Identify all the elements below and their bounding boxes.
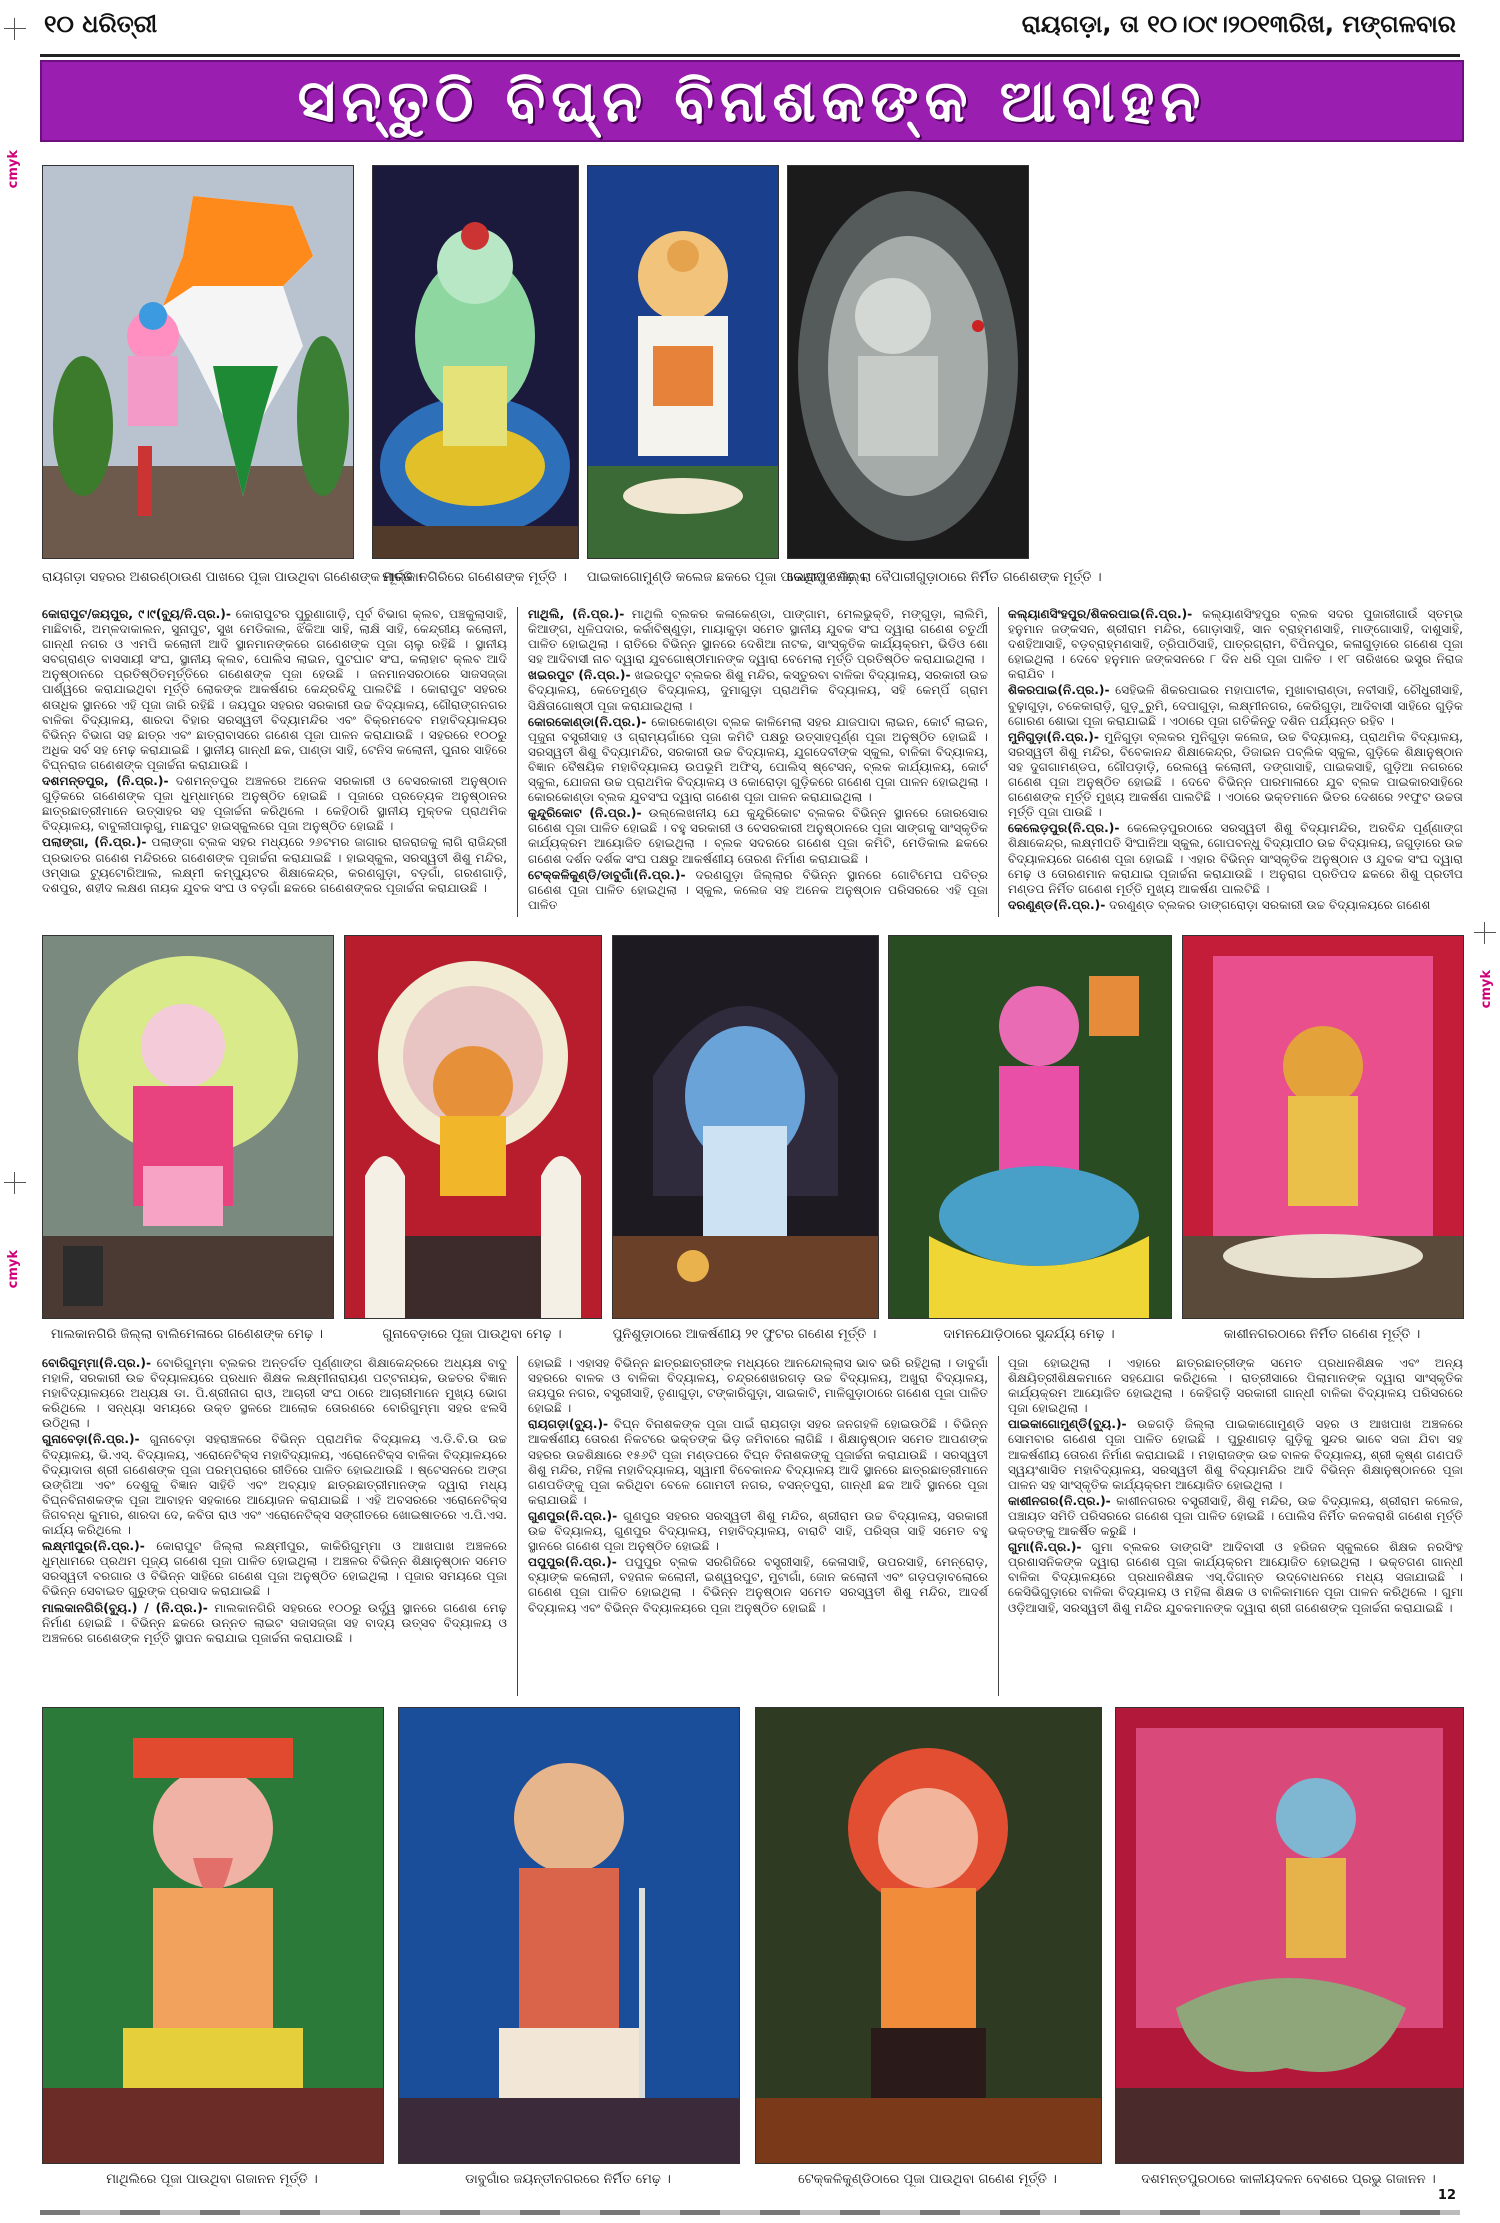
- article-text: କେଲେଡ଼ପୁରଠାରେ ସରସ୍ୱତୀ ଶିଶୁ ବିଦ୍ୟାମନ୍ଦିର, ଅରବିନ୍ଦ ପୂର୍ଣ୍ଣାଙ୍ଗ ଶିକ୍ଷାକେନ୍ଦ୍ର, ଲକ୍ଷ୍ମୀପତି ସିଂଘାନିଆ ସ୍କୁଲ, ଗୋପବନ୍ଧୁ ବିଦ୍ୟାପୀଠ ଉଚ୍ଚ ବିଦ୍ୟାଳୟ, ଜଗୁଡ଼ାରେ ଉଚ୍ଚ ବିଦ୍ୟାଳୟରେ ଗଣେଶ ପୂଜା ହୋଇଛି । ଏହାର ବିଭିନ୍ନ ସାଂସ୍କୃତିକ ଅନୁଷ୍ଠାନ ଓ ଯୁବକ ସଂଘ ଦ୍ୱାରା ମେଢ଼ ଓ ତୋରଣମାନ କରାଯାଇ ପୂଜାର୍ଚ୍ଚନା କରାଯାଉଛି । ଅନୁରାଗ ପ୍ରତିପଦ ଛକରେ ଶିଶୁ ପ୍ରତୀପ ମଣ୍ଡପ ନିର୍ମିତ ଗଣେଶ ମୂର୍ତ୍ତି ମୁଖ୍ୟ ଆକର୍ଷଣ ପାଲଟିଛି ।: [1008, 821, 1463, 896]
- column-rule: [998, 1356, 999, 1696]
- dateline-lead: ଦଶମନ୍ତପୁର, (ନି.ପ୍ର.)-: [42, 774, 169, 789]
- article-text: କଲ୍ୟାଣସିଂହପୁର ବ୍ଲକ ସଦର ପୁଜାରୀଗାଉଁ ସ୍ତମ୍ଭ ହନୁମାନ ଜଙ୍କସନ, ଶ୍ରୀରାମ ମନ୍ଦିର, ଗୋଡ଼ାସାହି, ସାନ ବ୍ରାହ୍ମଣସାହି, ମାଙ୍ଗୋସାହି, ଦାଶୁସାହି, ଦଶହିଆସାହି, ବଡ଼ବ୍ରାହ୍ମଣସାହି, ତ୍ରିପାଠିସାହି, ପାତ୍ରଗ୍ରାମ, ବିପିନପୁର, କଳାଗୁଡ଼ାରେ ଗଣେଶ ପୂଜା ହୋଇଥିଲା । ଦେବେ ହନୁମାନ ଜଙ୍କସନରେ ୮ ଦିନ ଧରି ପୂଜା ପାଳିତ । ୧୮ ତାରିଖରେ ଭସ୍ତ୍ର ନିରାଜ କରାଯିବ ।: [1008, 607, 1464, 682]
- article-paragraph: [528, 1356, 988, 1416]
- column-rule: [517, 1356, 518, 1696]
- article-paragraph: [1008, 607, 1463, 682]
- photo-ganesha-damanjodi: [888, 935, 1172, 1319]
- article-text: ମାଲକାନଗିରି ସହରରେ ୧୦୦ରୁ ଉର୍ଦ୍ଧ୍ୱ ସ୍ଥାନରେ ଗଣେଶ ମେଢ଼ ନିର୍ମାଣ ହୋଇଛି । ବିଭିନ୍ନ ଛକରେ ଉନ୍ନତ ଲାଇଟ ସଜାସଜ୍ଜା ସହ ବାଦ୍ୟ ଉତ୍ସବ ବିଦ୍ୟାଳୟ ଓ ଅଞ୍ଚଳରେ ଗଣେଶଙ୍କ ମୂର୍ତ୍ତି ସ୍ଥାପନ କରାଯାଇ ପୂଜାର୍ଚ୍ଚନା କରାଯାଉଛି ।: [42, 1600, 507, 1645]
- cmyk-mark-left-top: cmyk: [6, 150, 21, 189]
- photo-ganesha-malkangiri: [372, 165, 579, 559]
- article-paragraph: [1008, 821, 1463, 896]
- dateline-lead: ମୁନିଗୁଡ଼ା(ନି.ପ୍ର.)-: [1008, 729, 1099, 744]
- dateline-lead: ଲକ୍ଷ୍ମୀପୁର(ନି.ପ୍ର.)-: [42, 1539, 145, 1554]
- caption-r1-1: ରାୟଗଡ଼ା ସହରର ଅଶରଣ୍ଠାଉଣ ପାଖରେ ପୂଜା ପାଉଥିବା ଗଣେଶଙ୍କ ମୂର୍ତ୍ତି ।: [42, 570, 423, 585]
- dateline-lead: ମାଥିଲି, (ନି.ପ୍ର.)-: [528, 607, 625, 621]
- caption-r2-5: କାଶୀନଗରଠାରେ ନିର୍ମିତ ଗଣେଶ ମୂର୍ତ୍ତି ।: [1223, 1327, 1421, 1342]
- caption-r2-1: ମାଲକାନଗିରି ଜିଲ୍ଲା ବାଲିମେଳାରେ ଗଣେଶଙ୍କ ମେଢ଼ ।: [50, 1327, 324, 1342]
- caption-r2-4: ଦାମନଯୋଡ଼ିଠାରେ ସୁନ୍ଦର୍ଯ୍ୟ ମେଢ଼ ।: [943, 1327, 1115, 1342]
- article-paragraph: [528, 607, 988, 667]
- photo-ganesha-jayantinagar: [398, 1707, 740, 2164]
- article-text: ହୋଇଛି । ଏହାସହ ବିଭିନ୍ନ ଛାତ୍ରଛାତ୍ରୀଙ୍କ ମଧ୍ୟରେ ଆନନ୍ଦୋଲ୍ଲାସ ଭାବ ଭରି ରହିଥିଲା । ଡାବୁଗାଁ ସହରରେ ବାଳକ ଓ ବାଳିକା ବିଦ୍ୟାଳୟ, ଚନ୍ଦ୍ରଶେଖରଗଡ଼ ଉଚ୍ଚ ବିଦ୍ୟାଳୟ, ଅଖୁରା ବିଦ୍ୟାଳୟ, ଜୟପୁର ନଗର, ବସ୍ତ୍ରୀସାହି, ତୃଣାଗୁଡ଼ା, ଟଙ୍କାରିଗୁଡ଼ା, ସାଇକାଟି, ମାଳିଗୁଡ଼ାଠାରେ ଗଣେଶ ପୂଜା ପାଳିତ ହୋଇଛି ।: [528, 1356, 988, 1416]
- article-text: ମୁନିଗୁଡ଼ା ବ୍ଲକର ମୁନିଗୁଡ଼ା କଲେଜ, ଉଚ୍ଚ ବିଦ୍ୟାଳୟ, ପ୍ରାଥମିକ ବିଦ୍ୟାଳୟ, ସରସ୍ୱତୀ ଶିଶୁ ମନ୍ଦିର, ବିବେକାନନ୍ଦ ଶିକ୍ଷାକେନ୍ଦ୍ର, ଡିଜାଇନ ପବ୍ଲିକ ସ୍କୁଲ, ଗୁଡ଼ିକେ ଶିକ୍ଷାନୁଷ୍ଠାନ ସହ ଦୁଗଗାମଣ୍ଡପ, ଗୌପଡ଼ାଡ଼ି, ରେଲୱେ କଲୋନୀ, ଡଙ୍ଗାସାହି, ପାଇକସାହି, ଗୁଡ଼ିଆ ନଗରରେ ଗଣେଶ ପୂଜା ଅନୁଷ୍ଠିତ ହୋଇଛି । ଦେବେ ବିଭିନ୍ନ ପାରମାଳାରେ ଯୁବ ବ୍ଲକ ପାଇକାରସାହିରେ ଗଣେଶଙ୍କ ମୂର୍ତ୍ତି ମୁଖ୍ୟ ଆକର୍ଷଣ ପାଲଟିଛି । ଏଠାରେ ଭକ୍ତମାନେ ଭିତର ଦେଶରେ ୨୧ଫୁଟ ଉଚ୍ଚତା ମୂର୍ତ୍ତି ପୂଜା ପାଉଛି ।: [1008, 729, 1463, 820]
- article-text: ବିଘ୍ନ ବିନାଶକଙ୍କ ପୂଜା ପାଇଁ ରାୟଗଡ଼ା ସହର ଜନଗହଳି ହୋଇଉଠିଛି । ବିଭିନ୍ନ ଆକର୍ଷଣୀୟ ତୋରଣ ନିକଟରେ ଭକ୍ତଙ୍କ ଭିଡ଼ ଜମିବାରେ ଲାଗିଛି । ଶିକ୍ଷାନୁଷ୍ଠାନ ସମେତ ଆପଣଙ୍କ ସହରର ଉଚ୍ଚଶିକ୍ଷାରେ ୧୫୬ଟି ପୂଜା ମଣ୍ଡପରେ ବିଘ୍ନ ବିନାଶକଙ୍କୁ ପୂଜାର୍ଚ୍ଚନା କରାଯାଉଛି । ସରସ୍ୱତୀ ଶିଶୁ ମନ୍ଦିର, ମହିଳା ମହାବିଦ୍ୟାଳୟ, ସ୍ୱାମୀ ବିବେକାନନ୍ଦ ବିଦ୍ୟାଳୟ ଆଦି ସ୍ଥାନରେ ଛାତ୍ରଛାତ୍ରୀମାନେ ଗଣପତିଙ୍କୁ ପୂଜା କରିଥିବା ବେଳେ ଗୋମତୀ ନଗର, ବସନ୍ତପୁରା, ଗାନ୍ଧୀ ଛକ ଆଦି ସ୍ଥାନରେ ପୂଜା କରାଯାଉଛି ।: [528, 1417, 989, 1507]
- dateline-lead: କେଲେଡ଼ପୁର(ନି.ପ୍ର.)-: [1008, 821, 1120, 836]
- article-text: ପଲାଙ୍ଗା ବ୍ଲକ ସହର ମଧ୍ୟରେ ୨୬ଟମର ଜାଗାର ରାଜରାଜକୁ ଲାଗି ରାଜିନ୍ଦ୍ରୀ ପ୍ରଭାତର ଗଣେଶ ମନ୍ଦିରରେ ଗଣେଶଙ୍କ ପୂଜାର୍ଚ୍ଚନା କରାଯାଇଛି । ହାଇସ୍କୁଲ, ସରସ୍ୱତୀ ଶିଶୁ ମନ୍ଦିର, ଓମ୍‌ସାଇ ଟ୍ୟୁଟୋରିଆଲ, ଲକ୍ଷ୍ମୀ କମ୍ପ୍ୟୁଟର ଶିକ୍ଷାକେନ୍ଦ୍ର, କରଣଗୁଡ଼ା, ବଡ଼ଗାଁ, ଗରଣଗାଡ଼ି, ଦଶପୁର, ଶହୀଦ ଲକ୍ଷଣ ନାୟକ ଯୁବକ ସଂଘ ଓ ବଡ଼ଗାଁ ଛକରେ ଗଣେଶଙ୍କର ପୂଜାର୍ଚ୍ଚନା କରାଯାଉଛି ।: [42, 835, 507, 895]
- cmyk-mark-left-bottom: cmyk: [6, 1250, 21, 1289]
- article-text: ଉଚ୍ଚଗଡ଼ି ଜିଲ୍ଲା ପାଇକାଗୋମୁଣ୍ଡି ସହର ଓ ଆଖପାଖ ଅଞ୍ଚଳରେ ସୋମବାର ଗଣେଶ ପୂଜା ପାଳିତ ହୋଇଛି । ପୁରୁଣାଗଡ଼ ଗୁଡ଼ିକୁ ସୁନ୍ଦର ଭାବେ ସଜା ଯିବା ସହ ଆକର୍ଷଣୀୟ ତୋରଣ ନିର୍ମାଣ କରାଯାଇଛି । ମହାରାଜଙ୍କ ଉଚ୍ଚ ବାଳକ ବିଦ୍ୟାଳୟ, ଶ୍ରୀ କୃଷ୍ଣ ଗଣପତି ସ୍ୱୟଂଶାସିତ ମହାବିଦ୍ୟାଳୟ, ସରସ୍ୱତୀ ଶିଶୁ ବିଦ୍ୟାମନ୍ଦିର ଆଦି ବିଭିନ୍ନ ଶିକ୍ଷାନୁଷ୍ଠାନରେ ପୂଜା ପାଳନ ସହ ସାଂସ୍କୃତିକ କାର୍ଯ୍ୟକ୍ରମ ଆୟୋଜିତ ହୋଇଥିଲା ।: [1008, 1417, 1463, 1492]
- article-paragraph: [42, 835, 507, 895]
- article-paragraph: [42, 607, 507, 773]
- article-column-b2c3: [1008, 1356, 1463, 1696]
- photo-ganesha-balimela: [42, 935, 334, 1319]
- article-paragraph: [42, 1601, 507, 1646]
- article-text: ଦରଣଗୁଡ଼ା ଜିଲ୍ଲାର ବିଭିନ୍ନ ସ୍ଥାନରେ ଗୋଟିମେଘ ପବିତ୍ର ଗଣେଶ ପୂଜା ପାଳିତ ହୋଇଥିଲା । ସ୍କୁଲ, କଲେଜ ସହ ଅନେକ ଅନୁଷ୍ଠାନ ପରିସରରେ ଏହି ପୂଜା ପାଳିତ: [528, 867, 988, 912]
- caption-r1-3: ପାଇକାଗୋମୁଣ୍ଡି କଲେଜ ଛକରେ ପୂଜା ପାଉଥିବା ମେଢ଼ ।: [587, 570, 865, 585]
- article-text: ଗୁଣପୁର ସହରର ସରସ୍ୱତୀ ଶିଶୁ ମନ୍ଦିର, ଶ୍ରୀରାମ ଉଚ୍ଚ ବିଦ୍ୟାଳୟ, ସରକାରୀ ଉଚ୍ଚ ବିଦ୍ୟାଳୟ, ଗୁଣପୁର ବିଦ୍ୟାଳୟ, ମହାବିଦ୍ୟାଳୟ, ବାରାଟି ସାହି, ପରିସ୍ତା ସାହି ସମେତ ବହୁ ସ୍ଥାନରେ ଗଣେଶ ପୂଜା ଅନୁଷ୍ଠିତ ହୋଇଛି ।: [528, 1508, 989, 1554]
- article-paragraph: [1008, 1356, 1463, 1416]
- article-paragraph: [528, 1555, 988, 1615]
- dateline-lead: ଖଇରପୁଟ (ନି.ପ୍ର.)-: [528, 668, 631, 683]
- caption-r3-4: ଦଶମନ୍ତପୁରଠାରେ କାଳୀୟଦଳନ ବେଶରେ ପ୍ରଭୁ ଗଜାନନ ।: [1141, 2172, 1436, 2187]
- footer-bar: [40, 2210, 1460, 2215]
- dateline-lead: କଲ୍ୟାଣସିଂହପୁର/ଶିକରପାଇ(ନି.ପ୍ର.)-: [1008, 607, 1193, 621]
- dateline-lead: ରାୟଗଡ଼ା(ବ୍ୟୁ.)-: [528, 1417, 609, 1432]
- article-paragraph: [528, 715, 988, 806]
- registration-crosshair: [1474, 922, 1496, 944]
- dateline-lead: କୋରାପୁଟ/ଜୟପୁର, ୯।୯(ବ୍ୟୁ/ନି.ପ୍ର.)-: [42, 607, 231, 621]
- article-text: ବୋରିଗୁମ୍ମା ବ୍ଲକର ଅନ୍ତର୍ଗତ ପୂର୍ଣ୍ଣାଙ୍ଗ ଶିକ୍ଷାକେନ୍ଦ୍ରରେ ଅଧ୍ୟକ୍ଷ ବାବୁ ମହାଳି, ସରକାରୀ ଉଚ୍ଚ ବିଦ୍ୟାଳୟରେ ପ୍ରଧାନ ଶିକ୍ଷକ ଲକ୍ଷ୍ମୀନାରାୟଣ ପଟ୍ଟନାୟକ, ଉଚ୍ଚତର ବିଜ୍ଞାନ ମହାବିଦ୍ୟାଳୟରେ ଅଧ୍ୟକ୍ଷ ଡା. ପି.ଶ୍ରୀନାଗ ରାଓ, ଆଚାରୀ ସଂଘ ଠାରେ ଆଚାରୀମାନେ ମୁଖ୍ୟ ଭୋଗ କରିଥିଲେ । ସନ୍ଧ୍ୟା ସମୟରେ ଉକ୍ତ ସ୍ଥଳରେ ଆଲୋକ ତୋରଣରେ ବୋରିଗୁମ୍ମା ସହର ଝଲସି ଉଠିଥିଲା ।: [42, 1356, 507, 1431]
- article-text: ଗୁମା ବ୍ଲକର ଡାଙ୍ଗସିଂ ଆଦିବାସୀ ଓ ହରିଜନ ସ୍କୁଲରେ ଶିକ୍ଷକ ନରସିଂହ ପ୍ରଶାସନିକଙ୍କ ଦ୍ୱାରା ଗଣେଶ ପୂଜା କାର୍ଯ୍ୟକ୍ରମ ଆୟୋଜିତ ହୋଇଥିଲା । ଭକ୍ତଗଣ ଗାନ୍ଧୀ ବାଳିକା ବିଦ୍ୟାଳୟରେ ପ୍ରଧାନଶିକ୍ଷକ ଏସ୍.ଦିଗାନ୍ତ ଉଦ୍ବୋଧନରେ ମଧ୍ୟ ସଜାଯାଇଛି । କେସିଭିଗୁଡ଼ାରେ ବାଳିକା ବିଦ୍ୟାଳୟ ଓ ମହିଳା ଶିକ୍ଷକ ଓ ବାଳିକାମାନେ ପୂଜା ପାଳନ କରିଥିଲେ । ଗୁମା ଓଡ଼ିଆସାହି, ସରସ୍ୱତୀ ଶିଶୁ ମନ୍ଦିର ଯୁବକମାନଙ୍କ ଦ୍ୱାରା ଶ୍ରୀ ଗଣେଶଙ୍କ ପୂଜାର୍ଚ୍ଚନା କରାଯାଇଛି ।: [1008, 1540, 1463, 1615]
- headline: ସନ୍ତୁଠି ବିଘ୍ନ ବିନାଶକଙ୍କ ଆବାହନ: [297, 66, 1207, 135]
- dateline-lead: କୁନ୍ଦୁରିକୋଟ (ନି.ପ୍ର.)-: [528, 806, 642, 821]
- photo-ganesha-tekkalikundi: [755, 1707, 1102, 2164]
- article-paragraph: [528, 806, 988, 866]
- caption-r3-3: ଟେକ୍କଳିକୁଣ୍ଡିଠାରେ ପୂଜା ପାଉଥିବା ଗଣେଶ ମୂର୍ତ୍ତି ।: [798, 2172, 1057, 2187]
- article-text: ଦଶମନ୍ତପୁର ଅଞ୍ଚଳରେ ଅନେକ ସରକାରୀ ଓ ବେସରକାରୀ ଅନୁଷ୍ଠାନ ଗୁଡ଼ିକରେ ଗଣେଶଙ୍କ ପୂଜା ଧୁମ୍‌ଧାମ୍‌ରେ ଅନୁଷ୍ଠିତ ହୋଇଛି । ପୂଜାରେ ପ୍ରତ୍ୟେକ ଅନୁଷ୍ଠାନର ଛାତ୍ରଛାତ୍ରୀମାନେ ଉତ୍ସାହର ସହ ପୂଜାର୍ଚ୍ଚନା କରିଥିଲେ । କେହିଠାରି ସ୍ଥାନୀୟ ମୁକ୍ତକ ପ୍ରାଥମିକ ବିଦ୍ୟାଳୟ, ବାବୁଲୀପାଲୁଗୁ, ମାଛପୁଟ ହାଇସ୍କୁଲରେ ପୂଜା ଅନୁଷ୍ଠିତ ହୋଇଛି ।: [42, 774, 508, 834]
- article-paragraph: [528, 1417, 988, 1508]
- article-column-b1c3: [1008, 607, 1463, 917]
- article-paragraph: [42, 1432, 507, 1538]
- article-text: କାଶୀନଗରର ବସ୍ତ୍ରୀସାହି, ଶିଶୁ ମନ୍ଦିର, ଉଚ୍ଚ ବିଦ୍ୟାଳୟ, ଶ୍ରୀରାମ କଲେଜ, ପଞ୍ଚାୟତ ସମିତି ପରିସରରେ ଗଣେଶ ପୂଜା ପାଳିତ ହୋଇଛି । ପୋଲିସ ନିର୍ମିତ କନକରାଶି ଗଣେଶ ମୂର୍ତ୍ତି ଭକ୍ତଙ୍କୁ ଆକର୍ଷିତ କରୁଛି ।: [1008, 1493, 1463, 1539]
- article-paragraph: [528, 1509, 988, 1554]
- dateline-lead: ବୋରିଗୁମ୍ମା(ନି.ପ୍ର.)-: [42, 1356, 152, 1370]
- article-paragraph: [528, 868, 988, 913]
- dateline-lead: କୋରକୋଣ୍ଡା(ନି.ପ୍ର.)-: [528, 714, 647, 729]
- caption-r3-2: ଡାବୁଗାଁର ଜୟନ୍ତୀନଗରରେ ନିର୍ମିତ ମେଢ଼ ।: [465, 2172, 671, 2187]
- header-rule: [40, 54, 1460, 57]
- registration-crosshair: [4, 1172, 26, 1194]
- cmyk-mark-right: cmyk: [1479, 970, 1494, 1009]
- article-text: କୋରାପୁଟ ଜିଲ୍ଲା ଲକ୍ଷ୍ମୀପୁର, କାକିରିଗୁମ୍ମା ଓ ଆଖପାଖ ଅଞ୍ଚଳରେ ଧୁମ୍‌ଧାମରେ ପ୍ରଥମ ପୂଜ୍ୟ ଗଣେଶ ପୂଜା ପାଳିତ ହୋଇଥିଲା । ଅଞ୍ଚଳର ବିଭିନ୍ନ ଶିକ୍ଷାନୁଷ୍ଠାନ ସମେତ ସରସ୍ୱତୀ ବରଗାର ଓ ବିଭିନ୍ନ ସାହିରେ ଗଣେଶ ପୂଜା ଅନୁଷ୍ଠିତ ହୋଇଥିଲା । ପୂଜାର ସମୟରେ ପୂଜା ବିଭିନ୍ନ ସେବାଇତ ଗୁରୁଙ୍କ ପ୍ରସାଦ କରାଯାଇଛି ।: [42, 1539, 507, 1599]
- dateline-lead: ମାଲକାନଗିରି(ବ୍ୟୁ.) / (ନି.ପ୍ର.)-: [42, 1600, 208, 1615]
- article-text: ଉଲ୍ଲେଖନୀୟ ଯେ କୁନ୍ଦୁରିକୋଟ ବ୍ଲକର ବିଭିନ୍ନ ସ୍ଥାନରେ ଜୋରସୋର ଗଣେଶ ପୂଜା ପାଳିତ ହୋଇଛି । ବହୁ ସରକାରୀ ଓ ବେସରକାରୀ ଅନୁଷ୍ଠାନରେ ପୂଜା ସାଙ୍ଗକୁ ସାଂସ୍କୃତିକ କାର୍ଯ୍ୟକ୍ରମ ଆୟୋଜିତ ହୋଇଥିଲା । ବ୍ଲକ ସଦରରେ ଗଣେଶ ପୂଜା କମିଟି, ମେଡିକାଲ ଛକରେ ଗଣେଶ ଦର୍ଶନ ଦର୍ଶକ ସଂଘ ପକ୍ଷରୁ ଆକର୍ଷଣୀୟ ତୋରଣ ନିର୍ମାଣ କରାଯାଇଛି ।: [528, 806, 988, 866]
- caption-r2-2: ଗୁନାବେଡ଼ାରେ ପୂଜା ପାଉଥିବା ମେଢ଼ ।: [382, 1327, 562, 1342]
- headline-banner: [40, 60, 1464, 142]
- article-column-b1c2: [528, 607, 988, 917]
- article-paragraph: [1008, 898, 1463, 913]
- article-column-b2c1: [42, 1356, 507, 1696]
- article-text: ମାଥିଲି ବ୍ଲକର କଳାକେଣ୍ଡା, ପାଙ୍ଗାମ, ମେଲଭୁକ୍ତି, ମଙ୍ଗୁଡ଼ା, ଲାଲିମି, କିଆଙ୍ଗ, ଧୂଳିପଦାର, କର୍କାବିଷ୍ଣୁଡ଼ା, ମାୟାକୁଡ଼ା ସମେତ ସ୍ଥାନୀୟ ଯୁବକ ସଂଘ ଦ୍ୱାରା ଗଣେଶ ଚତୁର୍ଥୀ ପାଳିତ ହୋଇଥିଲା । ରାତିରେ ବିଭିନ୍ନ ସ୍ଥାନରେ ଦେଶିଆ ନାଟକ, ସାଂସ୍କୃତିକ କାର୍ଯ୍ୟକ୍ରମ, ଭିଡିଓ ଶୋ ସହ ଆଦିବାସୀ ନାଚ ଦ୍ୱାରା ଯୁବଗୋଷ୍ଠୀମାନଙ୍କ ଦ୍ୱାରା ବେମେଲା ମୂର୍ତ୍ତି ପ୍ରତିଷ୍ଠିତ କରାଯାଇଥିଲା ।: [528, 607, 989, 667]
- photo-ganesha-koraput-cave: [787, 165, 1029, 559]
- dateline-lead: ଦରଣୁଣ୍ଡ(ନି.ପ୍ର.)-: [1008, 897, 1106, 912]
- dateline-lead: ଶିକରପାଇ(ନି.ପ୍ର.)-: [1008, 683, 1110, 698]
- article-paragraph: [42, 1539, 507, 1599]
- dateline-lead: ଗୁନାବେଡ଼ା(ନି.ପ୍ର.)-: [42, 1432, 140, 1447]
- article-text: ପପୁପୁର ବ୍ଲକ ସରଗିଜିରେ ବସ୍ତ୍ରୀସାହି, କେଳାସାହି, ଉପରସାହି, ମେନ୍‌ରୋଡ଼, ବ୍ୟାଙ୍କ କଲୋନୀ, ବହନାଳ କଲୋନୀ, ଇଶ୍ୱରପୁଟ, ମୁଟାଗାଁ, ଜୋନ କଲୋନୀ ଏବଂ ଗଡ଼ପଡ଼ାବଲୋରେ ଗଣେଶ ପୂଜା ପାଳିତ ହୋଇଥିଲା । ବିଭିନ୍ନ ଅନୁଷ୍ଠାନ ସମେତ ସରସ୍ୱତୀ ଶିଶୁ ମନ୍ଦିର, ଆଦର୍ଶ ବିଦ୍ୟାଳୟ ଏବଂ ବିଭିନ୍ନ ବିଦ୍ୟାଳୟରେ ପୂଜା ଅନୁଷ୍ଠିତ ହୋଇଛି ।: [528, 1555, 988, 1615]
- caption-r1-4: କୋରାପୁଟ ଜିଲ୍ଲା ବୈପାରୀଗୁଡ଼ାଠାରେ ନିର୍ମିତ ଗଣେଶଙ୍କ ମୂର୍ତ୍ତି ।: [787, 570, 1102, 585]
- caption-r1-2: ମାଲକାନଗିରିରେ ଗଣେଶଙ୍କ ମୂର୍ତ୍ତି ।: [382, 570, 567, 585]
- article-paragraph: [1008, 1494, 1463, 1539]
- article-text: କୋରାପୁଟର ପୁରୁଣାଗାଡ଼ି, ପୂର୍ବ ବିଭାଗ କ୍ଲବ, ପଞ୍ଚକୁଲାସାହି, ମାଛିବାରି, ଅମ୍ଳଦାକାଲନ, ସୁନାପୁଟ, ସୁଖ ମେଡିକାଲ, ଝିଁକିଆ ସାହି, ଲାକ୍ଷି ସାହି, କେନ୍ଦ୍ରୀୟ କଲୋନୀ, ଗାନ୍ଧୀ ନଗର ଓ ଏମପି କଲୋନୀ ଆଦି ସ୍ଥାନମାନଙ୍କରେ ଗଣେଶଙ୍କ ପୂଜା ଚାଲୁ ରହିଛି । ସ୍ଥାନୀୟ ସବଗ୍ରାଣ୍ଡ ବାସସାୟୀ ସଂଘ, ସ୍ଥାନୀୟ କ୍ଲବ, ପୋଲିସ ଲାଇନ, ପୁଟଘାଟ ସଂଘ, କଲାହାଟ କ୍ଲବ ଆଦି ଅନୁଷ୍ଠାନରେ ପ୍ରତିଷ୍ଠିତମୂର୍ତ୍ତିରେ ଗଣେଶଙ୍କ ପୂଜା ହେଉଛି । ଜନମାନସରଠାରେ ସାଜସଜ୍ଜା ପାର୍ଶ୍ୱରେ କରାଯାଇଥିବା ମୂର୍ତ୍ତି ଲୋକଙ୍କ ଆକର୍ଷଣର କେନ୍ଦ୍ରବିନ୍ଦୁ ପାଲଟିଛି । କୋରାପୁଟ ସହରର ଶତାଧିକ ସ୍ଥାନରେ ଏହି ପୂଜା ଜାରି ରହିଛି । ଜୟପୁର ସହରର ସରକାରୀ ଉଚ୍ଚ ବିଦ୍ୟାଳୟ, ଗୌରାଙ୍ଗନଗର ବାଳିକା ବିଦ୍ୟାଳୟ, ଶାରଦା ବିହାର ସରସ୍ୱତୀ ବିଦ୍ୟାମନ୍ଦିର ଏବଂ ବିକ୍ରମଦେବ ମହାବିଦ୍ୟାଳୟର ବିଭିନ୍ନ ବିଭାଗ ସହ ଛାତ୍ର ଏବଂ ଛାତ୍ରାବାସରେ ଗଣେଶ ପୂଜା ପାଳନ କରାଯାଉଛି । ସହରରେ ୧୦୦ରୁ ଅଧିକ ସର୍ବ ସହ ମେଢ଼ କରାଯାଇଛି । ସ୍ଥାନୀୟ ଗାନ୍ଧୀ ଛକ, ପାଣ୍ଡା ସାହି, ଟେନିସ କଲୋନୀ, ପୁନାର ସାହିରେ ବିଘ୍ନରାଜ ଗଣେଶଙ୍କ ପୂଜାର୍ଚ୍ଚନା କରାଯାଉଛି ।: [42, 607, 507, 772]
- article-text: ଗୁନାବେଡ଼ା ସହରାଞ୍ଚଳରେ ବିଭିନ୍ନ ପ୍ରାଥମିକ ବିଦ୍ୟାଳୟ ଏ.ଡି.ବି.ଉ ଉଚ୍ଚ ବିଦ୍ୟାଳୟ, ଭି.ଏସ୍. ବିଦ୍ୟାଳୟ, ଏରୋନେଟିକ୍ସ ମହାବିଦ୍ୟାଳୟ, ଏରୋନେଟିକ୍ସ ବାଳିକା ବିଦ୍ୟାଳୟରେ ବିଦ୍ୟାଦାତା ଶ୍ରୀ ଗଣେଶଙ୍କ ପୂଜା ପରମ୍ପରାରେ ରୀତିରେ ପାଳିତ ହୋଇଥାଉଛି । ଷ୍ଟେସନରେ ଅଙ୍ଗ ଉଙ୍ଗିଆ ଏବଂ ଦେଶୁକୁ ବିଜ୍ଞାନ ସାହିତି ଏବଂ ଅବ୍ୟାହ ଛାତ୍ରଛାତ୍ରୀମାନଙ୍କ ଦ୍ୱାରା ମଧ୍ୟ ବିଘ୍ନବିନାଶକଙ୍କ ପୂଜା ଆବାହନ ସହକାରେ ଆୟୋଜନ କରାଯାଇଛି । ଏହି ଅବସରରେ ଏରୋନେଟିକ୍ସ ଜିଗବନ୍ଧ କୁମାର, ଶାରଦା ଦେ, କବିତା ରାଓ ଏବଂ ଏରୋନେଟିକ୍ସ ସଙ୍ଗୀତରେ ଖୋଇଷାତରେ ଏ.ପି.ଏସ. କାର୍ଯ୍ୟ କରିଥିଲେ ।: [42, 1432, 507, 1538]
- article-text: ଦରଣୁଣ୍ଡ ବ୍ଲକର ଡାଙ୍ଗରୋଡ଼ା ସରକାରୀ ଉଚ୍ଚ ବିଦ୍ୟାଳୟରେ ଗଣେଶ: [1109, 897, 1431, 912]
- photo-ganesha-kashinagar: [1182, 935, 1464, 1319]
- photo-ganesha-punishuda: [612, 935, 879, 1319]
- caption-r3-1: ମାଥିଲିରେ ପୂଜା ପାଉଥିବା ଗଜାନନ ମୂର୍ତ୍ତି ।: [106, 2172, 318, 2187]
- dateline-lead: ପାଇକାଗୋମୁଣ୍ଡି(ବ୍ୟୁ.)-: [1008, 1417, 1127, 1432]
- article-paragraph: [42, 1356, 507, 1431]
- column-rule: [998, 607, 999, 917]
- dateline-lead: ଗୁମା(ନି.ପ୍ର.)-: [1008, 1540, 1082, 1555]
- article-paragraph: [1008, 1540, 1463, 1615]
- column-rule: [517, 607, 518, 917]
- page-number: 12: [1437, 2188, 1456, 2203]
- article-column-b2c2: [528, 1356, 988, 1696]
- article-paragraph: [528, 668, 988, 713]
- dateline-lead: ପପୁପୁର(ନି.ପ୍ର.)-: [528, 1555, 617, 1570]
- article-text: ସେହିଭଳି ଶିକରପାଇର ମହାପାଟୀକ, ମୁଖାବାରାଣ୍ଡା, ନବୀସାହି, ଚୌଧୁରୀସାହି, ବୁଢ଼ାଗୁଡ଼ା, ଚକେକାରାଡ଼ି, ଗୁଡ଼ୁରୁମି, ଦେପାଗୁଡ଼ା, ଲକ୍ଷ୍ମୀନଗର, କେରିଗୁଡ଼ା, ଆଦିବାସୀ ସାହିରେ ଗୁଡ଼ିକ ଗୋରଣ ଶୋଭା ପୂଜା କରାଯାଇଛି । ଏଠାରେ ପୂଜା ଗତିକିନ୍ତୁ ଦଶିନ ପର୍ଯ୍ୟନ୍ତ ରହିବ ।: [1008, 683, 1464, 728]
- dateline-lead: ଗୁଣପୁର(ନି.ପ୍ର.)-: [528, 1508, 618, 1523]
- photo-ganesha-mathili: [42, 1707, 384, 2164]
- caption-r2-3: ପୁନିଶୁଡ଼ାଠାରେ ଆକର୍ଷଣୀୟ ୨୧ ଫୁଟର ଗଣେଶ ମୂର୍ତ୍ତି ।: [612, 1327, 877, 1342]
- page-label: ୧୦ ଧରିତ୍ରୀ: [44, 10, 158, 38]
- photo-ganesha-india-map: [42, 165, 354, 559]
- dateline-lead: କାଶୀନଗର(ନି.ପ୍ର.)-: [1008, 1493, 1111, 1508]
- photo-ganesha-paikagomundi: [587, 165, 779, 559]
- article-text: ପୂଜା ହୋଇଥିଲା । ଏହାରେ ଛାତ୍ରଛାତ୍ରୀଙ୍କ ସମେତ ପ୍ରଧାନଶିକ୍ଷକ ଏବଂ ଅନ୍ୟ ଶିକ୍ଷୟିତ୍ରୀଶିକ୍ଷକମାନେ ସହଯୋଗ କରିଥିଲେ । ରାତ୍ରୀସାରେ ପିଲାମାନଙ୍କ ଦ୍ୱାରା ସାଂସ୍କୃତିକ କାର୍ଯ୍ୟକ୍ରମ ଆୟୋଜିତ ହୋଇଥିଲା । କେହିଗଡ଼ି ସରକାରୀ ଗାନ୍ଧୀ ବାଳିକା ବିଦ୍ୟାଳୟ ପରିସରରେ ପୂଜା ହୋଇଥିଲା ।: [1008, 1356, 1463, 1416]
- dateline-lead: ଟେକ୍କଳିକୁଣ୍ଡି/ଡାବୁଗାଁ(ନି.ପ୍ର.)-: [528, 867, 686, 882]
- dateline-lead: ପଲାଙ୍ଗା, (ନି.ପ୍ର.)-: [42, 835, 147, 850]
- registration-crosshair: [4, 18, 26, 40]
- article-paragraph: [1008, 730, 1463, 821]
- dateline: ରାୟଗଡ଼ା, ତା ୧୦।୦୯।୨୦୧୩ରିଖ, ମଙ୍ଗଳବାର: [1021, 10, 1456, 38]
- photo-ganesha-kaliya-dalana: [1115, 1707, 1464, 2164]
- article-column-b1c1: [42, 607, 507, 917]
- article-text: ଖଇରପୁଟ ବ୍ଲକର ଶିଶୁ ମନ୍ଦିର, କସ୍ତୁରବା ବାଳିକା ବିଦ୍ୟାଳୟ, ସରକାରୀ ଉଚ୍ଚ ବିଦ୍ୟାଳୟ, କେତେମୁଣ୍ଡ ବିଦ୍ୟାଳୟ, ଦୁମାଗୁଡ଼ା ପ୍ରାଥମିକ ବିଦ୍ୟାଳୟ, ସହି କେମ୍ପିଁ ଗ୍ରାମ ସିକ୍ଷିତାଗୋଷ୍ଠୀ ପୂଜା କରାଯାଇଥିଲା ।: [528, 668, 988, 713]
- photo-ganesha-gunabeda: [344, 935, 602, 1319]
- article-paragraph: [1008, 1417, 1463, 1492]
- article-text: କୋରକୋଣ୍ଡା ବ୍ଲକ କାଳିମେଲା ସହର ଯାଜପାଦା ଲାଇନ, କୋର୍ଟ ଲାଇନ, ପୂଜୁନା ବସ୍ତ୍ରୀସାହ ଓ ଗ୍ରାମ୍ୟଗାଁରେ ପୂଜା କମିଟି ପକ୍ଷରୁ ଉତ୍ସାହପୂର୍ଣ୍ଣ ପୂଜା ଅନୁଷ୍ଠିତ ହୋଇଛି । ସରସ୍ୱତୀ ଶିଶୁ ବିଦ୍ୟାମନ୍ଦିର, ସରକାରୀ ଉଚ୍ଚ ବିଦ୍ୟାଳୟ, ଯୁଗଦେବୀଙ୍କ ସ୍କୁଲ, ବାଳିକା ବିଦ୍ୟାଳୟ, ବିଜ୍ଞାନ ବୈଷୟିକ ମହାବିଦ୍ୟାଳୟ ଉପଭୂମି ଅଫିସ୍, ପୋଲିସ୍ ଷ୍ଟେସନ୍, ବ୍ଲକ କାର୍ଯ୍ୟାଳୟ, କୋର୍ଟ ସ୍କୁଲ, ଯୋଜନା ଉଚ୍ଚ ପ୍ରାଥମିକ ବିଦ୍ୟାଳୟ ଓ କୋରୋଡ଼ା ଗୁଡ଼ିକରେ ଗଣେଶ ପୂଜା ପାଳନ ହୋଇଥିଲା । କୋରକୋଣ୍ଡା ବ୍ଲକ ଯୁବସଂଘ ଦ୍ୱାରା ଗଣେଶ ପୂଜା ପାଳନ କରାଯାଇଥିଲା ।: [528, 714, 988, 805]
- article-paragraph: [42, 774, 507, 834]
- article-paragraph: [1008, 683, 1463, 728]
